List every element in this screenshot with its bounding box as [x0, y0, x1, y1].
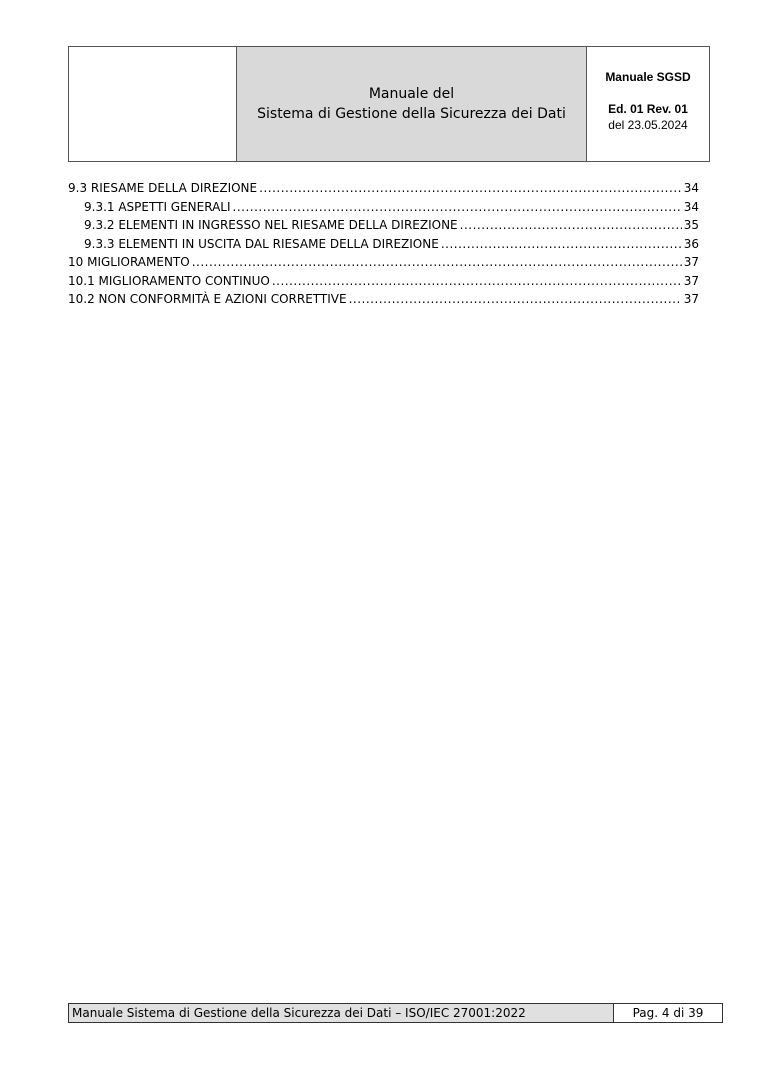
document-meta [587, 47, 709, 161]
toc-leader [460, 218, 682, 232]
revision-date: del 23.05.2024 [608, 118, 688, 132]
toc-entry[interactable] [68, 255, 699, 274]
toc-leader [233, 200, 682, 214]
toc-entry[interactable] [68, 200, 699, 219]
toc-entry[interactable] [68, 274, 699, 293]
toc-entry-label: 9.3.1 ASPETTI GENERALI [84, 199, 231, 214]
toc-entry-label: 10.2 NON CONFORMITÀ E AZIONI CORRETTIVE [68, 292, 347, 306]
toc-entry-label: 10 MIGLIORAMENTO [68, 255, 190, 269]
toc-entry-page: 37 [683, 273, 699, 288]
toc-entry[interactable] [68, 292, 699, 311]
toc-leader [441, 237, 682, 251]
document-title-line1: Manuale del [368, 86, 455, 102]
toc-entry-label: 9.3 RIESAME DELLA DIREZIONE [68, 181, 258, 195]
toc-entry-page: 37 [683, 292, 699, 306]
toc-entry-page: 36 [683, 236, 699, 251]
toc-leader [272, 274, 682, 288]
toc-entry-label: 9.3.2 ELEMENTI IN INGRESSO NEL RIESAME DELLA DIREZIONE [84, 218, 458, 232]
logo-area [69, 47, 237, 161]
toc-entry[interactable] [68, 181, 699, 200]
toc-entry-page: 37 [683, 255, 699, 269]
toc-entry-label: 9.3.3 ELEMENTI IN USCITA DAL RIESAME DELLA DIREZIONE [84, 236, 439, 251]
page-number: Pag. 4 di 39 [632, 1006, 704, 1020]
toc-entry-page: 34 [683, 181, 699, 195]
toc-entry-page: 34 [683, 199, 699, 214]
table-of-contents [68, 181, 699, 311]
toc-entry[interactable] [68, 218, 699, 237]
edition-revision: Ed. 01 Rev. 01 [608, 102, 688, 116]
page-header [68, 46, 710, 162]
page-footer [68, 1003, 723, 1023]
document-title [237, 47, 587, 161]
toc-entry-label: 10.1 MIGLIORAMENTO CONTINUO [68, 273, 270, 288]
toc-leader [192, 255, 682, 269]
toc-entry-page: 35 [683, 218, 699, 232]
document-title-line2: Sistema di Gestione della Sicurezza dei Dati [257, 106, 566, 122]
toc-leader [349, 292, 682, 306]
toc-leader [259, 181, 682, 195]
document-code: Manuale SGSD [605, 70, 691, 84]
footer-title: Manuale Sistema di Gestione della Sicurezza dei Dati – ISO/IEC 27001:2022 [69, 1004, 614, 1022]
toc-entry[interactable] [68, 237, 699, 256]
